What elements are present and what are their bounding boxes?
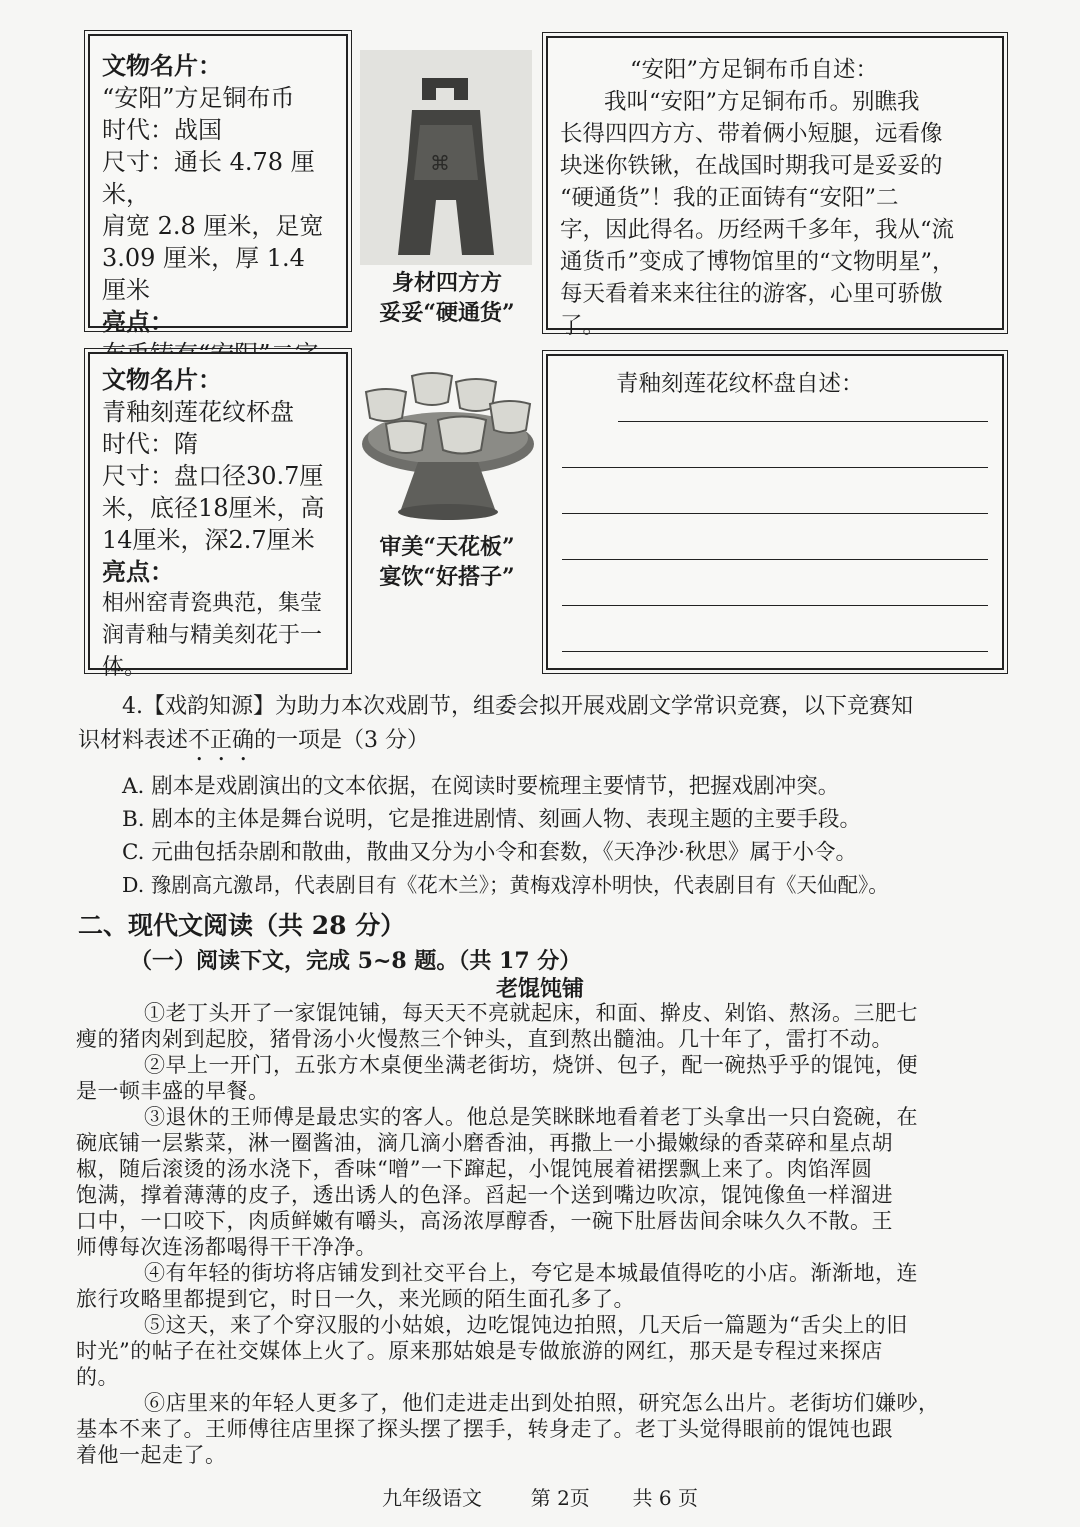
card-size-3: 3.09 厘米，厚 1.4 厘米 xyxy=(102,244,313,304)
svg-text:⌘: ⌘ xyxy=(430,151,450,175)
story-line: 了。 xyxy=(560,313,606,339)
option-b[interactable]: B. 剧本的主体是舞台说明，它是推进剧情、刻画人物、表现主题的主要手段。 xyxy=(122,807,861,832)
paragraph-2: ②早上一开门，五张方木桌便坐满老街坊，烧饼、包子，配一碗热乎乎的馄饨，便 是一顿丰盛的早餐。 xyxy=(76,1053,918,1103)
spade-coin-icon xyxy=(360,50,532,265)
answer-line[interactable] xyxy=(562,468,988,514)
answer-line[interactable] xyxy=(562,606,988,652)
card-highlight-2: 润青釉与精美刻花于一 xyxy=(102,623,323,648)
story-title: “安阳”方足铜布币自述： xyxy=(630,57,879,83)
option-c[interactable]: C. 元曲包括杂剧和散曲，散曲又分为小令和套数，《天净沙·秋思》属于小令。 xyxy=(122,840,857,865)
card-size-2: 肩宽 2.8 厘米，足宽 xyxy=(102,212,324,240)
question-stem: 4.【戏韵知源】为助力本次戏剧节，组委会拟开展戏剧文学常识竞赛，以下竞赛知 xyxy=(122,694,913,719)
story-line: “硬通货”！我的正面铸有“安阳”二 xyxy=(560,185,899,211)
coin-caption: 身材四方方 妥妥“硬通货” xyxy=(379,270,515,326)
page-footer xyxy=(0,1482,1080,1511)
artifact-card-1 xyxy=(88,34,348,336)
card-size-1: 尺寸：通长 4.78 厘米， xyxy=(102,148,315,208)
card-era: 时代：战国 xyxy=(102,116,222,144)
answer-line[interactable] xyxy=(562,422,988,468)
paragraph-6: ⑥店里来的年轻人更多了，他们走进走出到处拍照，研究怎么出片。老街坊们嫌吵， 基本不来了。王师傅往店里探了探头摆了摆手，转身走了。老丁头觉得眼前的馄饨也跟 着他一起走了。 xyxy=(76,1391,940,1467)
option-a[interactable]: A. 剧本是戏剧演出的文本依据，在阅读时要梳理主要情节，把握戏剧冲突。 xyxy=(122,774,840,799)
card-highlight-label: 亮点： xyxy=(102,557,174,586)
question-4 xyxy=(78,690,1008,902)
card-highlight-3: 体。 xyxy=(102,655,147,680)
card-size-3: 14厘米，深2.7厘米 xyxy=(102,526,315,554)
story-line: 字，因此得名。历经两千多年，我从“流 xyxy=(560,217,955,243)
card-size-1: 尺寸：盘口径30.7厘 xyxy=(102,462,324,490)
footer-total: 共 6 页 xyxy=(632,1486,698,1510)
option-d[interactable]: D. 豫剧高亢激昂，代表剧目有《花木兰》；黄梅戏淳朴明快，代表剧目有《天仙配》。 xyxy=(122,873,889,897)
paragraph-1: ①老丁头开了一家馄饨铺，每天天不亮就起床，和面、擀皮、剁馅、熬汤。三肥七 瘦的猪肉剁到起胶，猪骨汤小火慢熬三个钟头，直到熬出髓油。几十年了，雷打不动。 xyxy=(76,1001,918,1051)
article-body xyxy=(76,1000,1006,1468)
emphasis-text: 不正确 xyxy=(188,728,255,753)
story-line: 我叫“安阳”方足铜布币。别瞧我 xyxy=(604,89,920,115)
section-title: 二、现代文阅读（共 28 分） xyxy=(78,911,406,940)
card-size-2: 米，底径18厘米，高 xyxy=(102,494,325,522)
paragraph-5: ⑤这天，来了个穿汉服的小姑娘，边吃馄饨边拍照，几天后一篇题为“舌尖上的旧 时光”的帖子在社交媒体上火了。原来那姑娘是专做旅游的网红，那天是专程过来探店 的。 xyxy=(76,1313,908,1389)
coin-image xyxy=(360,50,532,265)
paragraph-3: ③退休的王师傅是最忠实的客人。他总是笑眯眯地看着老丁头拿出一只白瓷碗，在 碗底铺一层紫菜，淋一圈酱油，滴几滴小磨香油，再撒上一小撮嫩绿的香菜碎和星点胡 椒，随后滚烫的汤水浇下，香味“噌”一下蹿起，小馄饨展着裙摆飘上来了。肉馅浑圆 饱满，撑着薄薄的皮子，透出诱人的色泽。舀起一个送到嘴边吹凉，馄饨像鱼一样溜进 口中，一口咬下，肉质鲜嫩有嚼头，高汤浓厚醇香，一碗下肚唇齿间余味久久不散。王 师傅每次连汤都喝得干干净净。 xyxy=(76,1105,918,1259)
card-era: 时代：隋 xyxy=(102,430,198,458)
answer-line[interactable] xyxy=(562,560,988,606)
cup-tray-image xyxy=(356,362,540,522)
subsection-title: （一）阅读下文，完成 5~8 题。（共 17 分） xyxy=(130,948,582,974)
story-line: 每天看着来来往往的游客，心里可骄傲 xyxy=(560,281,943,307)
paragraph-4: ④有年轻的街坊将店铺发到社交平台上，夸它是本城最值得吃的小店。渐渐地，连 旅行攻略里都提到它，时日一久，来光顾的陌生面孔多了。 xyxy=(76,1261,918,1311)
article-title: 老馄饨铺 xyxy=(495,976,584,1002)
answer-line[interactable] xyxy=(618,400,988,422)
footer-page: 第 2页 xyxy=(530,1486,590,1510)
story-line: 块迷你铁锹，在战国时期我可是妥妥的 xyxy=(560,153,943,179)
artifact-card-2 xyxy=(88,352,348,680)
card-name: “安阳”方足铜布币 xyxy=(102,84,295,112)
card-highlight-1: 相州窑青瓷典范，集莹 xyxy=(102,591,323,616)
story-title: 青釉刻莲花纹杯盘自述： xyxy=(616,371,864,397)
story-line: 通货币”变成了博物馆里的“文物明星”， xyxy=(560,249,955,275)
cup-tray-caption: 审美“天花板” 宴饮“好搭子” xyxy=(379,534,515,590)
card-heading: 文物名片： xyxy=(102,51,222,80)
coin-story-box xyxy=(546,36,1004,339)
cup-tray-story-box xyxy=(546,354,1004,670)
card-heading: 文物名片： xyxy=(102,365,222,394)
question-stem-2: 识材料表述不正确的一项是（3 分） xyxy=(78,728,430,753)
card-highlight-label: 亮点： xyxy=(102,307,174,336)
card-name: 青釉刻莲花纹杯盘 xyxy=(102,398,294,426)
answer-line[interactable] xyxy=(562,514,988,560)
celadon-cup-tray-icon xyxy=(356,362,540,522)
story-line: 长得四四方方、带着俩小短腿，远看像 xyxy=(560,121,943,147)
footer-subject: 九年级语文 xyxy=(382,1486,482,1510)
